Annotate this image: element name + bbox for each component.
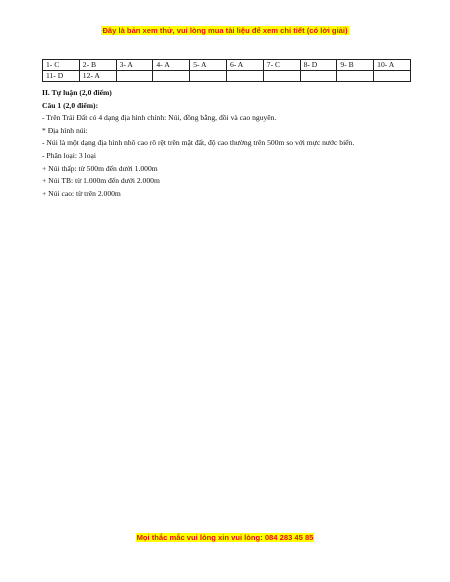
answer-cell: 3- A (116, 60, 153, 71)
contact-text: Mọi thắc mắc vui lòng xin vui lòng: 084 283 45 85 (136, 533, 314, 542)
section-title: II. Tự luận (2,0 điểm) (42, 88, 112, 97)
preview-notice-text: Đây là bản xem thử, vui lòng mua tài liệu để xem chi tiết (có lời giải) (102, 26, 348, 35)
essay-section (42, 87, 422, 200)
answer-cell (300, 71, 337, 82)
answer-cell (190, 71, 227, 82)
answer-line: - Phân loại: 3 loại (42, 150, 96, 160)
answer-cell: 2- B (79, 60, 116, 71)
answer-cell (263, 71, 300, 82)
contact-banner (0, 533, 450, 542)
answer-cell: 7- C (263, 60, 300, 71)
answer-cell (374, 71, 411, 82)
answer-cell: 8- D (300, 60, 337, 71)
question-title: Câu 1 (2,0 điểm): (42, 100, 99, 110)
answer-cell (337, 71, 374, 82)
answer-cell: 4- A (153, 60, 190, 71)
answer-row-1 (43, 60, 411, 71)
answer-cell: 12- A (79, 71, 116, 82)
answer-cell (116, 71, 153, 82)
answer-cell: 10- A (374, 60, 411, 71)
answer-line: - Núi là một dạng địa hình nhô cao rõ rệt trên mặt đất, độ cao thường trên 500m so với mực nước biển. (42, 138, 355, 148)
answer-cell: 1- C (43, 60, 80, 71)
answer-row-2 (43, 71, 411, 82)
answer-table (42, 59, 411, 82)
answer-line: + Núi thấp: từ 500m đến dưới 1.000m (42, 163, 158, 173)
answer-line: * Địa hình núi: (42, 125, 88, 135)
answer-line: + Núi TB: từ 1.000m đến dưới 2.000m (42, 176, 160, 186)
answer-cell: 5- A (190, 60, 227, 71)
answer-cell (153, 71, 190, 82)
answer-cell: 9- B (337, 60, 374, 71)
answer-line: + Núi cao: từ trên 2.000m (42, 188, 121, 198)
answer-cell: 6- A (226, 60, 263, 71)
answer-cell: 11- D (43, 71, 80, 82)
answer-cell (226, 71, 263, 82)
preview-notice-banner (0, 26, 450, 35)
answer-line: - Trên Trái Đất có 4 dạng địa hình chính: Núi, đồng bằng, đồi và cao nguyên. (42, 113, 277, 123)
